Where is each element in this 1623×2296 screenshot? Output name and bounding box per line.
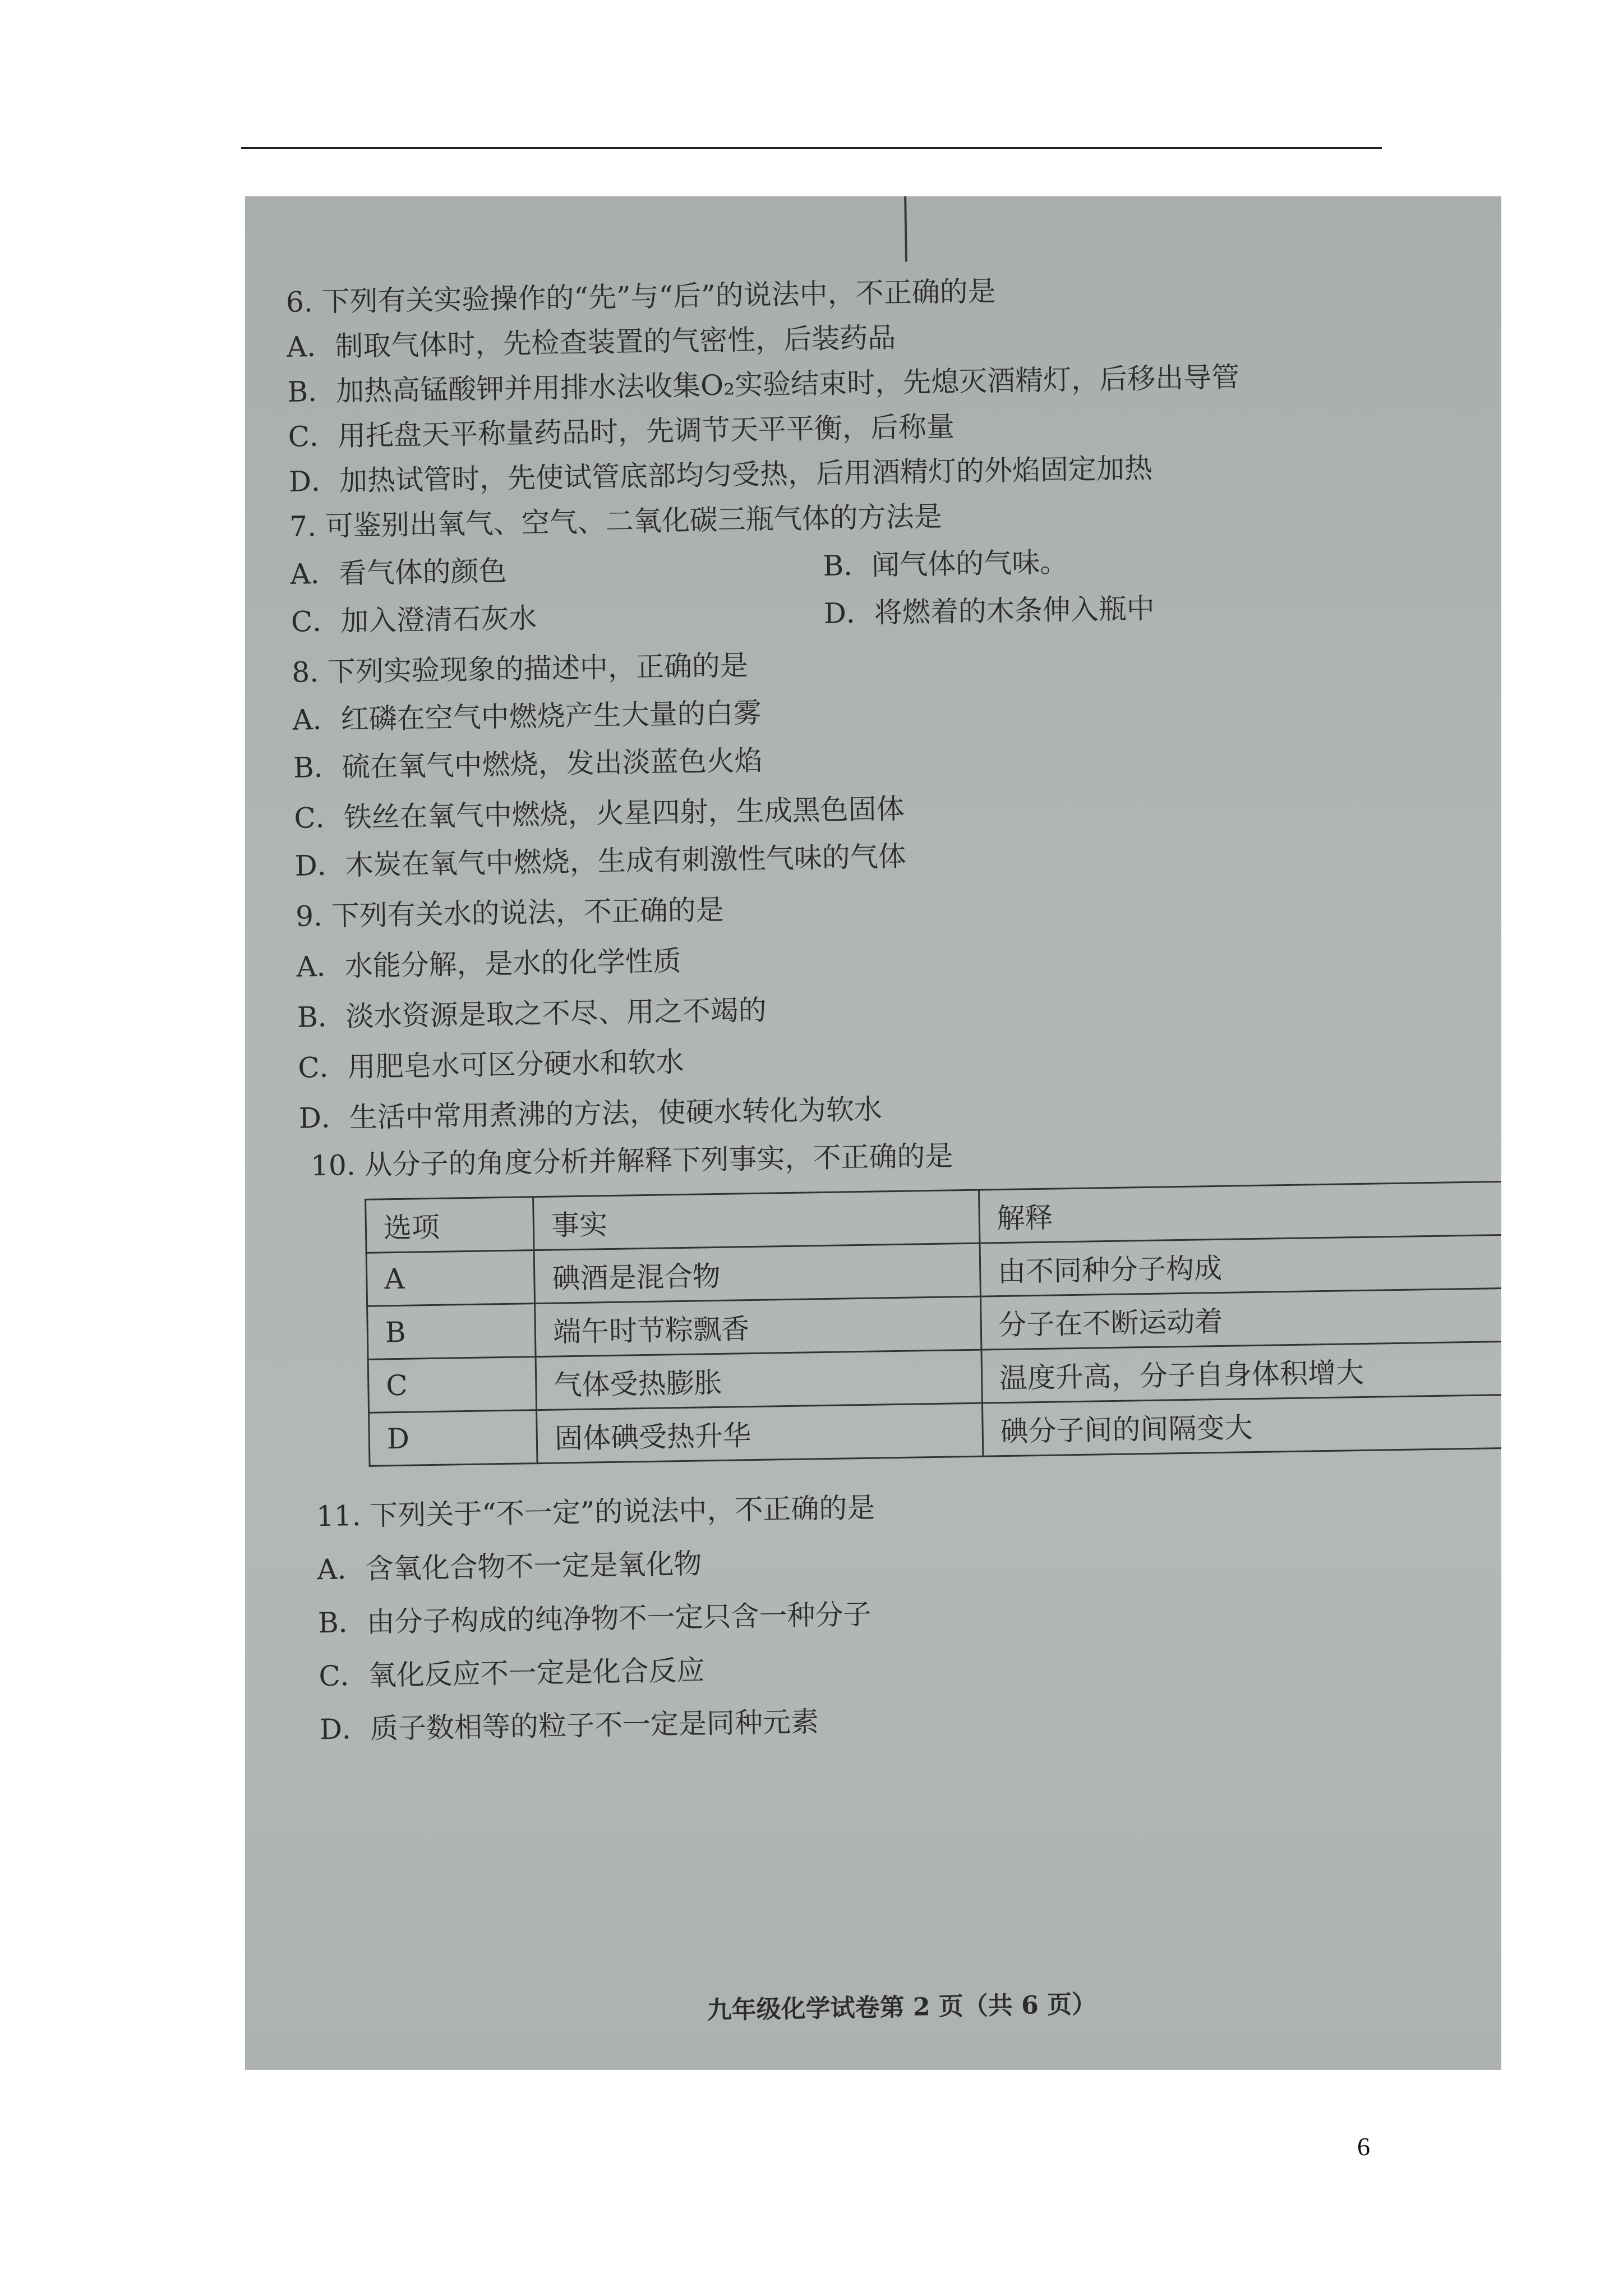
question-8-option-b: B．硫在氧气中燃烧，发出淡蓝色火焰 [293,744,763,784]
table-cell: A [366,1250,535,1306]
table-cell: 分子在不断运动着 [980,1288,1501,1350]
question-9-stem: 9. 下列有关水的说法，不正确的是 [295,893,725,933]
question-8-option-c: C．铁丝在氧气中燃烧，火星四射，生成黑色固体 [293,792,905,835]
question-6-option-b: B．加热高锰酸钾并用排水法收集O₂实验结束时，先熄灭酒精灯，后移出导管 [287,361,1240,408]
question-9-option-d: D．生活中常用煮沸的方法，使硬水转化为软水 [298,1093,883,1135]
question-10-table [365,1181,1501,1467]
question-11-stem: 11. 下列关于“不一定”的说法中，不正确的是 [316,1491,875,1533]
question-11-option-d: D．质子数相等的粒子不一定是同种元素 [319,1705,819,1746]
question-7-option-c: C．加入澄清石灰水 [291,601,537,638]
question-7-stem: 7. 可鉴别出氧气、空气、二氧化碳三瓶气体的方法是 [289,500,943,543]
exam-footer: 九年级化学试卷第 2 页（共 6 页） [707,1990,1097,2025]
table-header-cell: 选项 [366,1197,534,1253]
page-number: 6 [1357,2132,1370,2161]
question-11-option-a: A．含氧化合物不一定是氧化物 [317,1547,702,1586]
question-6-option-c: C．用托盘天平称量药品时，先调节天平平衡，后称量 [288,410,955,453]
question-7-option-b: B．闻气体的气味。 [823,546,1068,582]
table-cell: D [369,1410,538,1466]
table-cell: 温度升高，分子自身体积增大 [981,1341,1501,1403]
table-cell: 碘酒是混合物 [534,1243,980,1303]
question-9-option-b: B．淡水资源是取之不尽、用之不竭的 [297,993,767,1034]
table-cell: B [367,1304,536,1360]
table-cell: 固体碘受热升华 [537,1403,983,1463]
question-7-option-a: A．看气体的颜色 [290,554,508,591]
question-8-option-a: A．红磷在空气中燃烧产生大量的白雾 [292,696,762,737]
question-10-stem: 10. 从分子的角度分析并解释下列事实，不正确的是 [310,1139,953,1182]
table-header-cell: 事实 [533,1190,980,1250]
question-11-option-c: C．氧化反应不一定是化合反应 [319,1654,706,1693]
question-8-stem: 8. 下列实验现象的描述中，正确的是 [291,649,749,689]
table-header-cell: 解释 [979,1181,1501,1243]
question-6-stem: 6. 下列有关实验操作的“先”与“后”的说法中，不正确的是 [285,274,997,319]
question-7-option-d: D．将燃着的木条伸入瓶中 [823,592,1155,630]
table-cell: 端午时节粽飘香 [535,1296,981,1356]
question-9-option-c: C．用肥皂水可区分硬水和软水 [297,1045,685,1084]
question-6-option-d: D．加热试管时，先使试管底部均匀受热，后用酒精灯的外焰固定加热 [288,452,1153,498]
fold-line [904,196,907,262]
table-cell: 碘分子间的间隔变大 [982,1395,1501,1456]
question-9-option-a: A．水能分解，是水的化学性质 [296,944,682,983]
exam-page [245,196,1501,2070]
exam-photo [245,196,1501,2070]
table-cell: 由不同种分子构成 [980,1235,1501,1296]
table-cell: C [368,1357,537,1413]
header-rule [241,147,1382,149]
question-6-option-a: A．制取气体时，先检查装置的气密性，后装药品 [286,321,896,364]
question-11-option-b: B．由分子构成的纯净物不一定只含一种分子 [317,1598,872,1640]
question-8-option-d: D．木炭在氧气中燃烧，生成有刺激性气味的气体 [294,840,907,882]
table-cell: 气体受热膨胀 [536,1350,982,1410]
